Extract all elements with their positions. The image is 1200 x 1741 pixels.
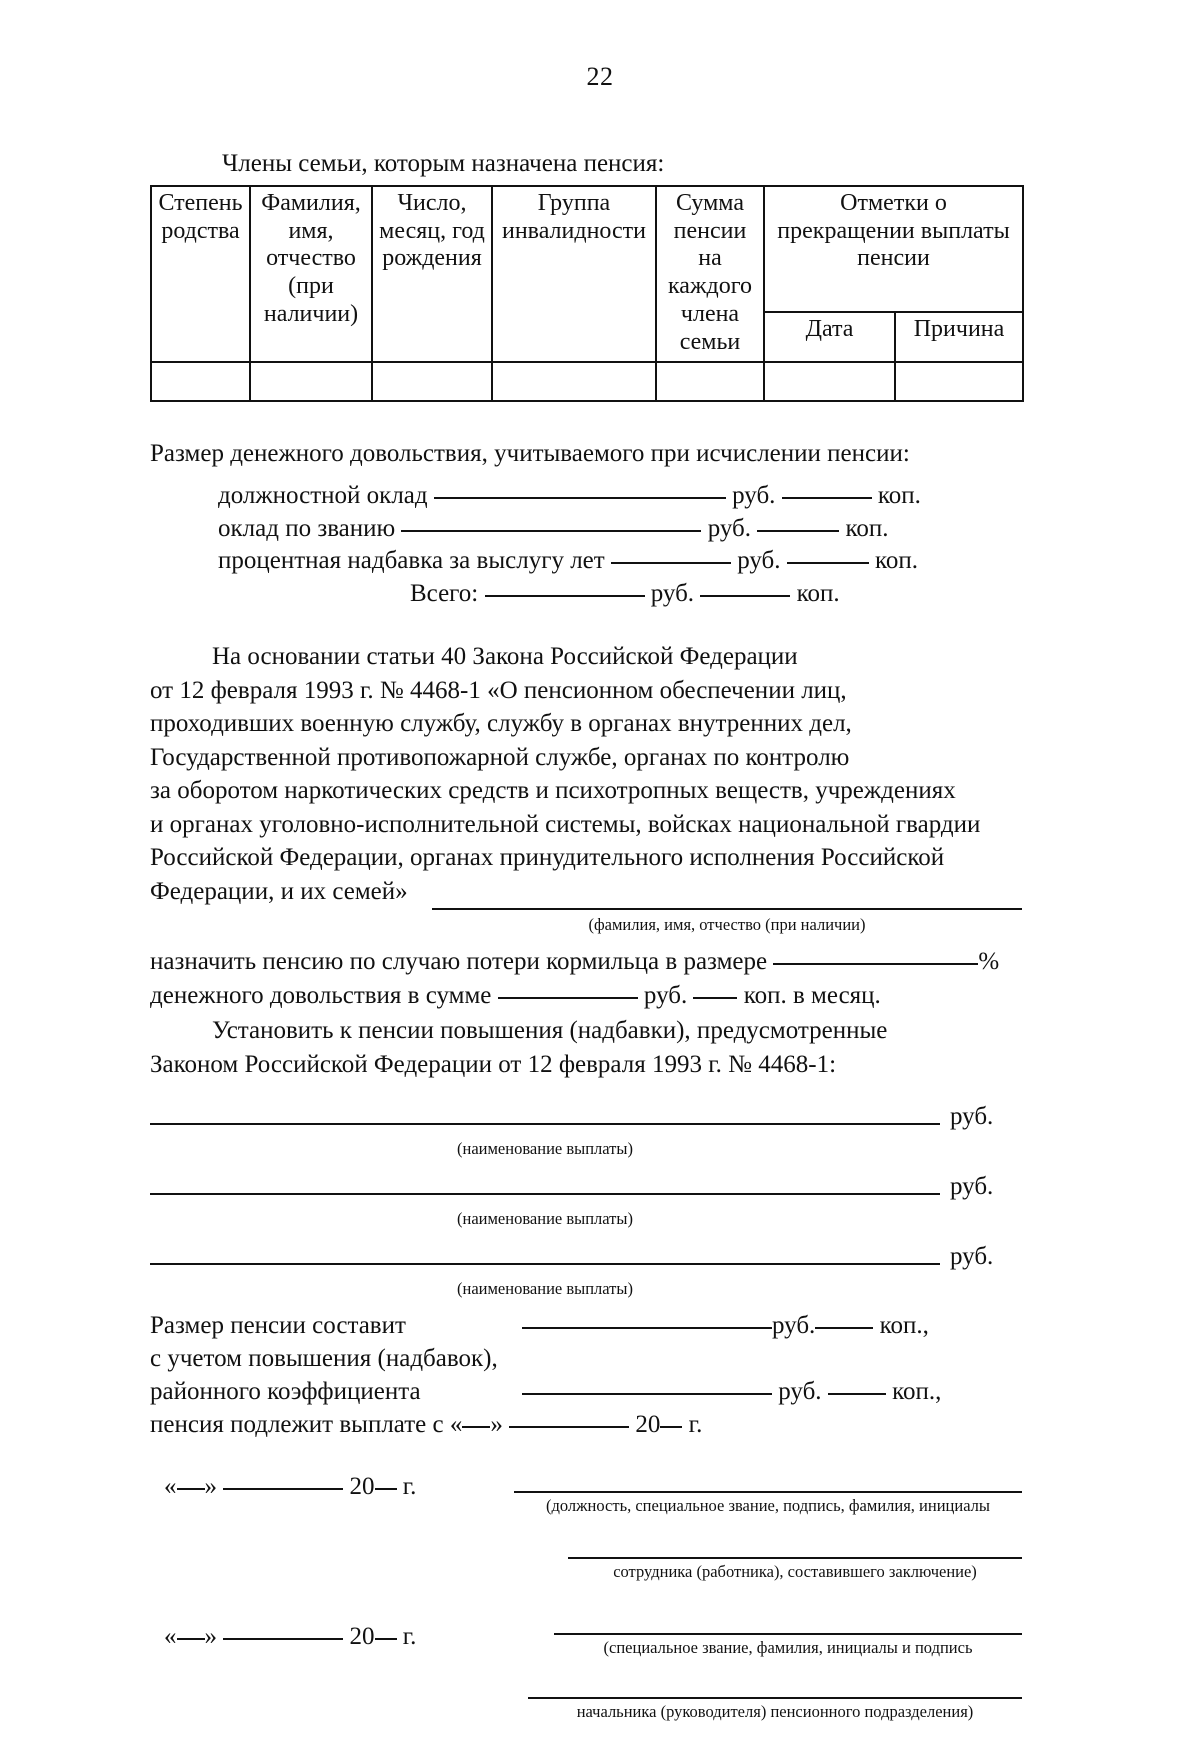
payout-date-prefix: пенсия подлежит выплате с « (150, 1410, 463, 1438)
assignment-sum-row (150, 979, 1022, 1013)
header-fio: Фамилия, имя, отчество (при наличии) (250, 186, 372, 362)
cell-disability-group[interactable] (492, 362, 656, 401)
payout-year-suffix: г. (688, 1410, 703, 1438)
basis-line-1 (150, 640, 1022, 674)
payment-input-2[interactable] (150, 1193, 940, 1195)
assignment-percent-label: назначить пенсию по случаю потери кормильца в размере (150, 948, 768, 976)
header-termination-group: Отметки о прекращении выплаты пенсии (764, 186, 1023, 312)
allowance-input-seniority-rub[interactable] (611, 562, 731, 564)
payment-caption-1: (наименование выплаты) (457, 1139, 633, 1159)
payment-input-1[interactable] (150, 1123, 940, 1125)
payment-row-2 (150, 1173, 1022, 1207)
payment-input-3[interactable] (150, 1263, 940, 1265)
payout-day-input[interactable] (462, 1426, 490, 1428)
increase-paragraph (150, 1014, 1022, 1081)
payment-caption-3: (наименование выплаты) (457, 1278, 633, 1298)
signature-block-1 (150, 1471, 1022, 1611)
allowance-section (150, 440, 1022, 611)
cell-termination-date[interactable] (764, 362, 895, 401)
total-kop-3: коп., (892, 1377, 942, 1405)
payment-row-3 (150, 1243, 1022, 1277)
total-rub-1: руб. (772, 1311, 816, 1339)
signature-field-1b (568, 1557, 1022, 1583)
allowance-kop-total: коп. (796, 579, 840, 607)
basis-text-1: На основании статьи 40 Закона Российской Федерации (212, 643, 798, 671)
payment-rub-2: руб. (950, 1173, 994, 1201)
total-row-1 (150, 1309, 1022, 1342)
cell-pension-sum[interactable] (656, 362, 764, 401)
basis-line-7: Российской Федерации, органах принудительного исполнения Российской (150, 844, 945, 872)
allowance-rub-salary: руб. (732, 482, 776, 510)
allowance-label-rank: оклад по званию (218, 514, 396, 542)
total-input-3-kop[interactable] (828, 1393, 886, 1395)
increase-text-1: Установить к пенсии повышения (надбавки), предусмотренные (212, 1017, 888, 1045)
signature-block-2 (150, 1611, 1022, 1741)
assignment-sum-rub-input[interactable] (498, 997, 638, 999)
sig1-quote-close: » (204, 1472, 217, 1500)
cell-fio[interactable] (250, 362, 372, 401)
payments-section (150, 1103, 1022, 1298)
allowance-row-rank (150, 513, 1022, 546)
cell-relation[interactable] (151, 362, 250, 401)
total-label-2: с учетом повышения (надбавок), (150, 1344, 498, 1372)
payout-year-input[interactable] (660, 1426, 682, 1428)
sig1-year-input[interactable] (375, 1488, 397, 1490)
allowance-input-salary-rub[interactable] (434, 497, 726, 499)
signature-field-1 (514, 1491, 1022, 1517)
total-row-2 (150, 1342, 1022, 1375)
sig2-year-input[interactable] (375, 1638, 397, 1640)
sig1-year-suffix: г. (402, 1472, 417, 1500)
family-members-table (150, 185, 1024, 402)
allowance-input-total-kop[interactable] (700, 595, 790, 597)
table-row[interactable] (151, 362, 1023, 401)
assignment-percent-row (150, 945, 1022, 979)
allowance-input-rank-rub[interactable] (401, 530, 701, 532)
allowance-rub-rank: руб. (707, 514, 752, 542)
sig2-caption-line-2: начальника (руководителя) пенсионного подразделения) (576, 1701, 974, 1721)
sig1-month-input[interactable] (223, 1488, 343, 1490)
payout-month-input[interactable] (509, 1426, 629, 1428)
total-input-1-rub[interactable] (522, 1327, 772, 1329)
increase-line-1 (150, 1014, 1022, 1048)
payment-row-1 (150, 1103, 1022, 1137)
allowance-label-salary: должностной оклад (218, 482, 428, 510)
signature-date-1 (164, 1473, 416, 1501)
assignment-sum-kop: коп. в месяц. (743, 981, 881, 1009)
allowance-label-seniority: процентная надбавка за выслугу лет (218, 547, 605, 575)
header-disability-group: Группа инвалидности (492, 186, 656, 362)
fio-input[interactable] (432, 908, 1022, 910)
header-termination-reason: Причина (895, 312, 1023, 362)
header-termination-date: Дата (764, 312, 895, 362)
sig1-quote-open: « (164, 1472, 177, 1500)
sig2-year-suffix: г. (402, 1622, 417, 1650)
sig2-caption-line-1: (специальное звание, фамилия, инициалы и подпись (603, 1637, 973, 1657)
payout-date-quote-close: » (490, 1410, 503, 1438)
allowance-label-total: Всего: (410, 579, 479, 607)
total-fill-3 (522, 1375, 941, 1408)
sig1-year: 20 (349, 1472, 375, 1500)
allowance-kop-rank: коп. (845, 514, 889, 542)
allowance-input-total-rub[interactable] (485, 595, 645, 597)
fio-caption: (фамилия, имя, отчество (при наличии) (588, 915, 866, 935)
header-birth: Число, месяц, год рождения (372, 186, 492, 362)
assignment-sum-rub: руб. (643, 981, 688, 1009)
total-input-1-kop[interactable] (815, 1327, 873, 1329)
assignment-percent-sign: % (978, 948, 1000, 976)
sig2-month-input[interactable] (223, 1638, 343, 1640)
allowance-row-total (150, 578, 1022, 611)
payout-year: 20 (635, 1410, 661, 1438)
allowance-lead: Размер денежного довольствия, учитываемого при исчислении пенсии: (150, 439, 910, 467)
payment-caption-2: (наименование выплаты) (457, 1209, 633, 1229)
signature-field-2b (528, 1697, 1022, 1723)
assignment-percent-input[interactable] (773, 963, 978, 965)
sig2-quote-open: « (164, 1622, 177, 1650)
total-input-3-rub[interactable] (522, 1393, 772, 1395)
allowance-kop-salary: коп. (877, 482, 921, 510)
basis-line-4: Государственной противопожарной службе, органах по контролю (150, 743, 850, 771)
allowance-input-seniority-kop[interactable] (787, 562, 869, 564)
sig1-caption-line-1: (должность, специальное звание, подпись, фамилия, инициалы (546, 1495, 990, 1515)
allowance-row-salary (150, 480, 1022, 513)
sig2-quote-close: » (204, 1622, 217, 1650)
basis-line-8 (150, 875, 1022, 909)
allowance-input-salary-kop[interactable] (782, 497, 872, 499)
header-pension-sum: Сумма пенсии на каждого члена семьи (656, 186, 764, 362)
total-fill-1 (522, 1309, 929, 1342)
basis-line-3: проходивших военную службу, службу в органах внутренних дел, (150, 710, 852, 738)
allowance-kop-seniority: коп. (875, 547, 919, 575)
increase-line-2: Законом Российской Федерации от 12 февраля 1993 г. № 4468-1: (150, 1050, 837, 1078)
sig1-day-input[interactable] (177, 1488, 205, 1490)
table-header-row (151, 186, 1023, 312)
cell-termination-reason[interactable] (895, 362, 1023, 401)
signature-field-2 (554, 1633, 1022, 1659)
basis-line-5: за оборотом наркотических средств и психотропных веществ, учреждениях (150, 777, 956, 805)
cell-birth[interactable] (372, 362, 492, 401)
allowance-rub-total: руб. (650, 579, 695, 607)
total-label-3: районного коэффициента (150, 1377, 421, 1405)
basis-paragraph (150, 640, 1022, 908)
payment-rub-3: руб. (950, 1242, 994, 1270)
payout-date-row (150, 1408, 702, 1441)
payment-rub-1: руб. (950, 1103, 994, 1131)
allowance-input-rank-kop[interactable] (757, 530, 839, 532)
total-rub-3: руб. (778, 1377, 822, 1405)
fio-input-line (150, 908, 1022, 912)
total-row-4 (150, 1408, 1022, 1441)
sig1-caption-line-2: сотрудника (работника), составившего заключение) (613, 1561, 977, 1581)
assignment-sum-label: денежного довольствия в сумме (150, 981, 492, 1009)
document-content (150, 150, 1022, 1741)
assignment-section (150, 945, 1022, 1081)
basis-text-8: Федерации, и их семей» (150, 877, 408, 905)
basis-line-2: от 12 февраля 1993 г. № 4468-1 «О пенсионном обеспечении лиц, (150, 676, 847, 704)
sig2-year: 20 (349, 1622, 375, 1650)
header-relation: Степень родства (151, 186, 250, 362)
total-kop-1: коп., (879, 1311, 929, 1339)
page-number: 22 (586, 62, 614, 91)
assignment-sum-kop-input[interactable] (693, 997, 737, 999)
signature-date-2 (164, 1623, 416, 1651)
total-label-1: Размер пенсии составит (150, 1311, 406, 1339)
basis-line-6: и органах уголовно-исполнительной системы, войсках национальной гвардии (150, 810, 981, 838)
allowance-row-seniority (150, 545, 1022, 578)
allowance-rub-seniority: руб. (737, 547, 781, 575)
sig2-day-input[interactable] (177, 1638, 205, 1640)
totals-section (150, 1309, 1022, 1441)
total-row-3 (150, 1375, 1022, 1408)
family-table-caption: Члены семьи, которым назначена пенсия: (222, 150, 665, 177)
